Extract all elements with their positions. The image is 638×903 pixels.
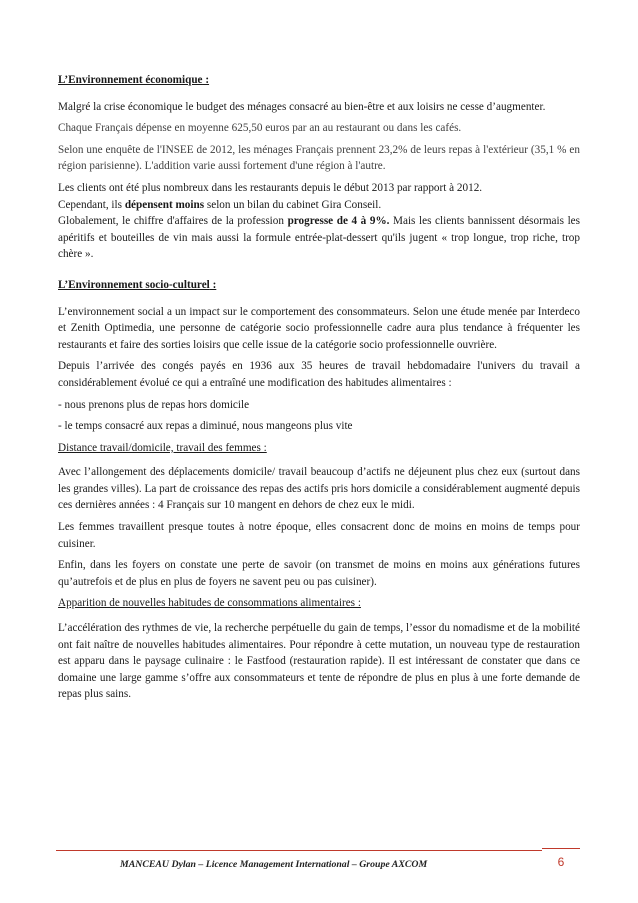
paragraph: Enfin, dans les foyers on constate une perte de savoir (on transmet de moins en moins aux générations futures qu’autrefois et de plus en plus de foyers ne savent peu ou pas cuisiner). — [58, 559, 580, 588]
paragraph: Malgré la crise économique le budget des ménages consacré au bien-être et aux loisirs ne cesse d’augmenter. — [58, 100, 546, 113]
page-number: 6 — [557, 855, 565, 869]
bold-text: dépensent moins — [124, 198, 205, 211]
paragraph: L’accélération des rythmes de vie, la recherche perpétuelle du gain de temps, l’essor du nomadisme et de la mobilité ont fait naître de nouvelles habitudes alimentaires. Pour répondre à cette mutation, un nouveau type de restauration est apparu dans le paysage culinaire : le Fastfood (restauration rapide). Il est intéressant de constater que dans ce domaine une large gamme s’offre aux consommateurs et tente de répondre de plus en plus à une forte demande de repas plus sains. — [58, 622, 580, 701]
text-run: selon un bilan du cabinet Gira Conseil. — [204, 198, 382, 211]
section-heading-economique-text: L’Environnement économique — [58, 74, 203, 86]
subheading-habitudes: Apparition de nouvelles habitudes de consommations alimentaires : — [58, 597, 361, 610]
footer-rule — [56, 850, 542, 851]
paragraph — [58, 213, 580, 263]
paragraph: Les clients ont été plus nombreux dans les restaurants depuis le début 2013 par rapport à 2012. — [58, 181, 483, 194]
bullet-item: - le temps consacré aux repas a diminué, nous mangeons plus vite — [58, 420, 353, 433]
section-heading-socioculturel-colon: : — [209, 278, 217, 291]
subheading-distance: Distance travail/domicile, travail des femmes : — [58, 441, 267, 454]
section-heading-economique — [58, 72, 580, 89]
paragraph: Chaque Français dépense en moyenne 625,50 euros par an au restaurant ou dans les cafés. — [58, 122, 462, 135]
page-content — [58, 72, 580, 708]
section-heading-economique-colon: : — [202, 74, 210, 86]
footer-text: MANCEAU Dylan – Licence Management International – Groupe AXCOM — [120, 859, 428, 870]
text-run: Cependant, ils — [58, 198, 125, 211]
paragraph — [58, 197, 580, 214]
text-run: Globalement, le chiffre d'affaires de la profession — [58, 215, 288, 228]
paragraph: Avec l’allongement des déplacements domicile/ travail beaucoup d’actifs ne déjeunent plus chez eux (surtout dans les grandes villes). La part de croissance des repas des actifs pris hors domicile a considérablement augmenté depuis ces dernières années : 4 Français sur 10 mangent en dehors de chez eux le midi. — [58, 466, 580, 512]
bullet-item: - nous prenons plus de repas hors domicile — [58, 398, 250, 411]
paragraph: Les femmes travaillent presque toutes à notre époque, elles consacrent donc de moins en moins de temps pour cuisiner. — [58, 521, 580, 550]
section-heading-socioculturel-text: L’Environnement socio-culturel — [58, 278, 210, 291]
section-heading-socioculturel — [58, 277, 580, 294]
paragraph: L’environnement social a un impact sur le comportement des consommateurs. Selon une étude menée par Interdeco et Zenith Optimedia, une personne de catégorie socio professionnelle cadre aura plus tendance à fréquenter les restaurants et faire des sorties loisirs que celle issue de la catégorie socio professionnelle ouvrière. — [58, 305, 580, 351]
paragraph: Depuis l’arrivée des congés payés en 1936 aux 35 heures de travail hebdomadaire l'univers du travail a considérablement évolué ce qui a entraîné une modification des habitudes alimentaires : — [58, 360, 580, 389]
paragraph: Selon une enquête de l'INSEE de 2012, les ménages Français prennent 23,2% de leurs repas à l'extérieur (35,1 % en région parisienne). L'addition varie aussi fortement d'une région à l'autre. — [58, 143, 580, 173]
page-number-badge — [542, 848, 580, 875]
bold-text: progresse de 4 à 9%. — [287, 215, 390, 228]
text-run: Mais les clients bannissent désormais les apéritifs et bouteilles de vin mais aussi la formule entrée-plat-dessert qu'ils jugent « trop longue, trop riche, trop chère ». — [58, 215, 581, 261]
